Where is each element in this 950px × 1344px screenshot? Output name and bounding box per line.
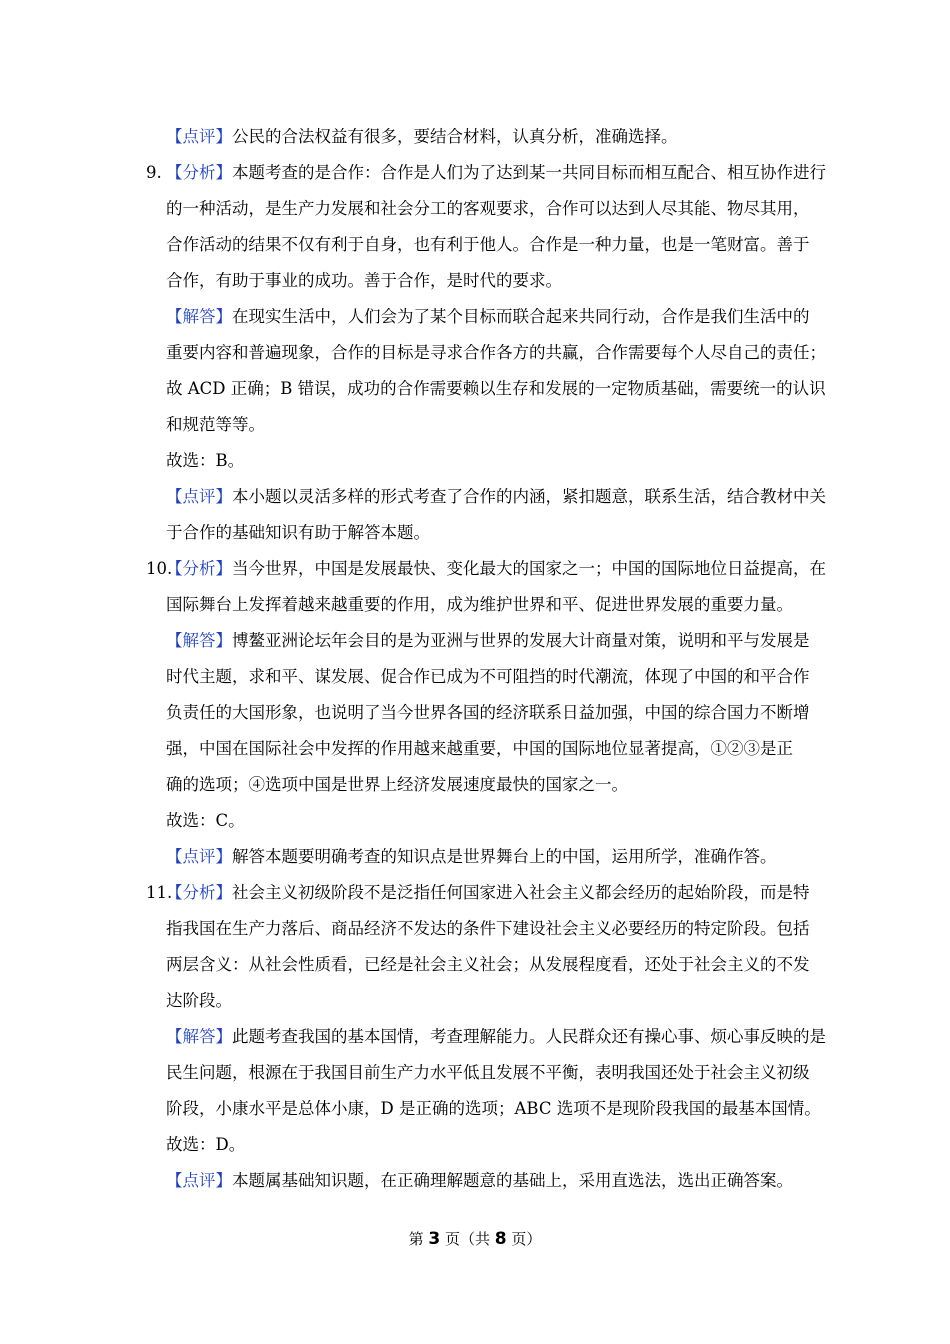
q10-analysis-line: 【分析】当今世界，中国是发展最快、变化最大的国家之一；中国的国际地位日益提高，在 [166, 559, 826, 578]
q10-answer-line: 负责任的大国形象，也说明了当今世界各国的经济联系日益加强，中国的综合国力不断增 [166, 703, 810, 722]
comment-tag: 【点评】 [166, 487, 232, 506]
q9-answer-line: 重要内容和普遍现象，合作的目标是寻求合作各方的共赢，合作需要每个人尽自己的责任； [166, 343, 826, 362]
answer-tag: 【解答】 [166, 307, 232, 326]
q10-analysis-line: 国际舞台上发挥着越来越重要的作用，成为维护世界和平、促进世界发展的重要力量。 [166, 595, 793, 614]
q10-number: 10. [146, 559, 173, 578]
answer-tag: 【解答】 [166, 631, 232, 650]
comment-tag: 【点评】 [166, 847, 232, 866]
q11-number: 11. [146, 883, 173, 902]
q10-comment: 【点评】解答本题要明确考查的知识点是世界舞台上的中国，运用所学，准确作答。 [166, 847, 777, 866]
q10-answer-line: 时代主题，求和平、谋发展、促合作已成为不可阻挡的时代潮流，体现了中国的和平合作 [166, 667, 810, 686]
q9-analysis-line: 合作活动的结果不仅有利于自身，也有利于他人。合作是一种力量，也是一笔财富。善于 [166, 235, 810, 254]
q9-comment-line: 于合作的基础知识有助于解答本题。 [166, 523, 430, 542]
comment-tag: 【点评】 [166, 127, 232, 146]
q9-answer-line: 和规范等等。 [166, 415, 265, 434]
comment-tag: 【点评】 [166, 1171, 232, 1190]
q10-choice: 故选：C。 [166, 811, 245, 830]
q11-answer-line: 民生问题，根源在于我国目前生产力水平低且发展不平衡，表明我国还处于社会主义初级 [166, 1063, 810, 1082]
q10-answer-line: 强，中国在国际社会中发挥的作用越来越重要，中国的国际地位显著提高，①②③是正 [166, 739, 793, 758]
q10-answer-line: 确的选项；④选项中国是世界上经济发展速度最快的国家之一。 [166, 775, 628, 794]
q9-comment-line: 【点评】本小题以灵活多样的形式考查了合作的内涵，紧扣题意，联系生活，结合教材中关 [166, 487, 826, 506]
q11-analysis-line: 两层含义：从社会性质看，已经是社会主义社会；从发展程度看，还处于社会主义的不发 [166, 955, 810, 974]
q11-analysis-line: 达阶段。 [166, 991, 232, 1010]
q11-analysis-line: 【分析】社会主义初级阶段不是泛指任何国家进入社会主义都会经历的起始阶段，而是特 [166, 883, 810, 902]
q11-choice: 故选：D。 [166, 1135, 246, 1154]
q8-comment: 【点评】公民的合法权益有很多，要结合材料，认真分析，准确选择。 [166, 127, 678, 146]
total-pages-number: 8 [494, 1229, 507, 1249]
q11-answer-line: 阶段，小康水平是总体小康，D 是正确的选项；ABC 选项不是现阶段我国的最基本国情。 [166, 1099, 821, 1118]
q11-comment: 【点评】本题属基础知识题，在正确理解题意的基础上，采用直选法，选出正确答案。 [166, 1171, 793, 1190]
q11-answer-line: 【解答】此题考查我国的基本国情，考查理解能力。人民群众还有操心事、烦心事反映的是 [166, 1027, 826, 1046]
analysis-tag: 【分析】 [166, 883, 232, 902]
q9-analysis-line: 合作，有助于事业的成功。善于合作，是时代的要求。 [166, 271, 562, 290]
q11-analysis-line: 指我国在生产力落后、商品经济不发达的条件下建设社会主义必要经历的特定阶段。包括 [166, 919, 810, 938]
q9-answer-line: 【解答】在现实生活中，人们会为了某个目标而联合起来共同行动，合作是我们生活中的 [166, 307, 810, 326]
q9-analysis-line: 的一种活动，是生产力发展和社会分工的客观要求，合作可以达到人尽其能、物尽其用， [166, 199, 810, 218]
q9-number: 9. [146, 163, 162, 182]
analysis-tag: 【分析】 [166, 163, 232, 182]
q9-analysis-line: 【分析】本题考查的是合作：合作是人们为了达到某一共同目标而相互配合、相互协作进行 [166, 163, 826, 182]
q10-answer-line: 【解答】博鳌亚洲论坛年会目的是为亚洲与世界的发展大计商量对策，说明和平与发展是 [166, 631, 810, 650]
page-footer: 第 3 页（共 8 页） [408, 1229, 542, 1249]
q9-answer-line: 故 ACD 正确；B 错误，成功的合作需要赖以生存和发展的一定物质基础，需要统一的认识 [166, 379, 826, 398]
analysis-tag: 【分析】 [166, 559, 232, 578]
current-page-number: 3 [428, 1229, 441, 1249]
q9-choice: 故选：B。 [166, 451, 245, 470]
answer-tag: 【解答】 [166, 1027, 232, 1046]
